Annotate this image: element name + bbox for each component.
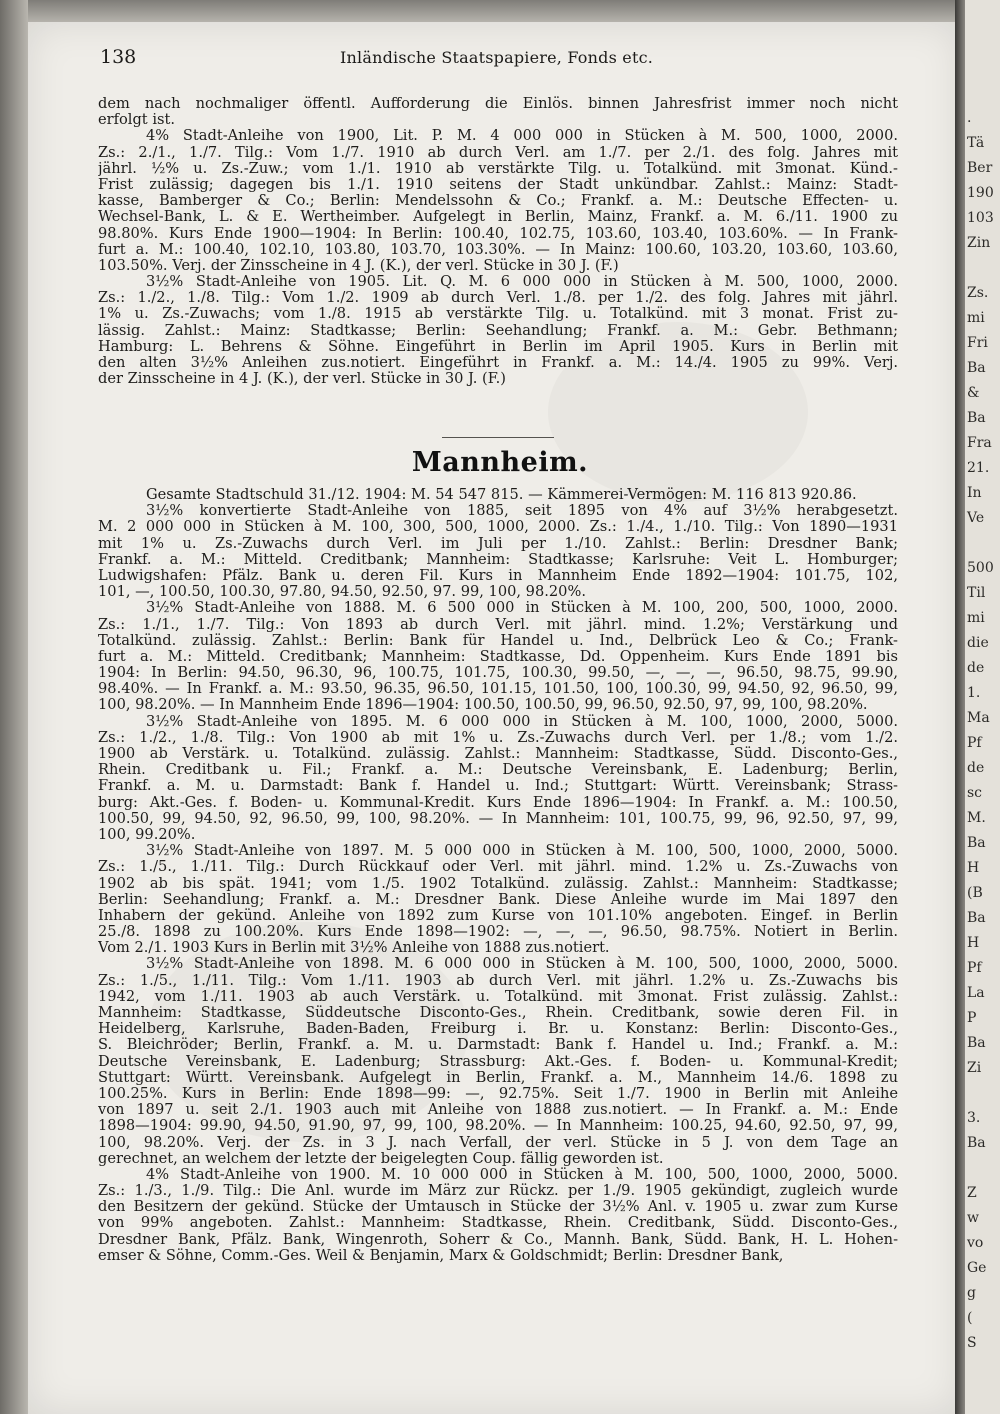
text-line: 101, —, 100.50, 100.30, 97.80, 94.50, 92.50, 97. 99, 100, 98.20%. xyxy=(98,584,586,601)
margin-fragment: Ba xyxy=(967,1035,986,1051)
text-line: 100, 98.20%. — In Mannheim Ende 1896—1904: 100.50, 100.50, 99, 96.50, 92.50, 97, 99, 100, 98.20%. xyxy=(98,697,868,714)
text-line: Zs.: 1./5., 1./11. Tilg.: Durch Rückkauf oder Verl. mit jährl. mind. 1.2% u. Zs.-Zuwachs von xyxy=(98,859,898,876)
margin-fragment: w xyxy=(967,1210,979,1226)
text-line: 1900 ab Verstärk. u. Totalkünd. zulässig. Zahlst.: Mannheim: Stadtkasse, Südd. Disconto-Ges., xyxy=(98,746,898,762)
text-line: lässig. Zahlst.: Mainz: Stadtkasse; Berlin: Seehandlung; Frankf. a. M.: Gebr. Bethmann; xyxy=(98,322,898,339)
margin-fragment: 21. xyxy=(967,460,990,476)
margin-fragment: & xyxy=(967,385,980,401)
margin-fragment: Tä xyxy=(967,135,985,151)
text-line: 100.50, 99, 94.50, 92, 96.50, 99, 100, 98.20%. — In Mannheim: 101, 100.75, 99, 96, 92.50, 97, 99, xyxy=(98,810,898,827)
margin-fragment: Ve xyxy=(967,510,985,526)
text-line: Frankf. a. M. u. Darmstadt: Bank f. Handel u. Ind.; Stuttgart: Württ. Vereinsbank; Strass- xyxy=(98,778,898,795)
margin-fragment: die xyxy=(967,635,989,651)
text-line: kasse, Bamberger & Co.; Berlin: Mendelssohn & Co.; Frankf. a. M.: Deutsche Effecten- u. xyxy=(98,193,898,210)
margin-fragment: Til xyxy=(967,585,986,601)
margin-fragment: H xyxy=(967,860,980,876)
margin-fragment: In xyxy=(967,485,982,501)
margin-fragment: Ma xyxy=(967,710,990,726)
text-line: 4% Stadt-Anleihe von 1900, Lit. P. M. 4 000 000 in Stücken à M. 500, 1000, 2000. xyxy=(146,128,898,145)
text-line: Zs.: 2./1., 1./7. Tilg.: Vom 1./7. 1910 ab durch Verl. am 1./7. per 2./1. des folg. Jahres mit xyxy=(98,144,898,161)
text-line: 98.80%. Kurs Ende 1900—1904: In Berlin: 100.40, 102.75, 103.60, 103.40, 103.60%. — In Frank- xyxy=(98,225,898,242)
text-line: 1904: In Berlin: 94.50, 96.30, 96, 100.75, 101.75, 100.30, 99.50, —, —, —, 96.50, 98.75, 99.90, xyxy=(98,665,898,682)
margin-fragment: 1. xyxy=(967,685,981,701)
margin-fragment: Pf xyxy=(967,960,982,976)
text-line: furt a. M.: Mitteld. Creditbank; Mannheim: Stadtkasse, Dd. Oppenheim. Kurs Ende 1891 bis xyxy=(98,648,898,665)
text-line: von 1897 u. seit 2./1. 1903 auch mit Anleihe von 1888 zus.notiert. — In Frankf. a. M.: Ende xyxy=(98,1102,898,1119)
margin-fragment: de xyxy=(967,660,985,676)
facing-page-edge xyxy=(965,0,1000,1414)
text-line: 4% Stadt-Anleihe von 1900. M. 10 000 000 in Stücken à M. 100, 500, 1000, 2000, 5000. xyxy=(146,1166,898,1183)
margin-fragment: Ge xyxy=(967,1260,987,1276)
margin-fragment: Ba xyxy=(967,910,986,926)
text-line: 3½% Stadt-Anleihe von 1898. M. 6 000 000 in Stücken à M. 100, 500, 1000, 2000, 5000. xyxy=(146,956,898,973)
text-line: 98.40%. — In Frankf. a. M.: 93.50, 96.35, 96.50, 101.15, 101.50, 100, 100.30, 99, 94.50, 92, 96.50, 99, xyxy=(98,681,898,698)
text-line: Ludwigshafen: Pfälz. Bank u. deren Fil. Kurs in Mannheim Ende 1892—1904: 101.75, 102, xyxy=(98,567,898,584)
text-line: gerechnet, an welchem der letzte der beigelegten Coup. fällig geworden ist. xyxy=(98,1150,664,1167)
text-line: 100.25%. Kurs in Berlin: Ende 1898—99: —, 92.75%. Seit 1./7. 1900 in Berlin mit Anleihe xyxy=(98,1085,898,1102)
scan-border-left xyxy=(0,0,28,1414)
margin-fragment: Z xyxy=(967,1185,977,1201)
text-block-mannheim xyxy=(98,487,898,1264)
margin-fragment: 3. xyxy=(967,1110,981,1126)
text-line: von 99% angeboten. Zahlst.: Mannheim: Stadtkasse, Rhein. Creditbank, Südd. Disconto-Ges., xyxy=(98,1215,898,1232)
margin-fragment: . xyxy=(967,110,972,126)
section-divider xyxy=(442,437,554,438)
text-line: Zs.: 1./5., 1./11. Tilg.: Vom 1./11. 1903 ab durch Verl. mit jährl. 1.2% u. Zs.-Zuwachs bis xyxy=(98,972,898,989)
text-line: 1942, vom 1./11. 1903 ab auch Verstärk. u. Totalkünd. mit 3monat. Frist zulässig. Zahlst.: xyxy=(98,988,898,1005)
text-block-top xyxy=(98,96,898,387)
text-line: Dresdner Bank, Pfälz. Bank, Wingenroth, Soherr & Co., Mannh. Bank, Südd. Bank, H. L. Hohen- xyxy=(98,1231,898,1248)
margin-fragment: g xyxy=(967,1285,976,1301)
margin-fragment: S xyxy=(967,1335,977,1351)
text-line: Vom 2./1. 1903 Kurs in Berlin mit 3½% Anleihe von 1888 zus.notiert. xyxy=(98,940,610,957)
text-line: 25./8. 1898 zu 100.20%. Kurs Ende 1898—1902: —, —, —, 96.50, 98.75%. Notiert in Berlin. xyxy=(98,924,898,941)
text-line: M. 2 000 000 in Stücken à M. 100, 300, 500, 1000, 2000. Zs.: 1./4., 1./10. Tilg.: Von 1890—1931 xyxy=(98,519,898,536)
margin-fragment: 190 xyxy=(967,185,994,201)
text-line: 100, 99.20%. xyxy=(98,826,196,843)
text-line: Zs.: 1./2., 1./8. Tilg.: Vom 1./2. 1909 ab durch Verl. 1./8. per 1./2. des folg. Jahres mit jährl. xyxy=(98,290,898,307)
margin-fragment: ( xyxy=(967,1310,973,1326)
text-line: Totalkünd. zulässig. Zahlst.: Berlin: Bank für Handel u. Ind., Delbrück Leo & Co.; Frank- xyxy=(98,632,898,649)
text-line: der Zinsscheine in 4 J. (K.), der verl. Stücke in 30 J. (F.) xyxy=(98,371,506,388)
text-line: Rhein. Creditbank u. Fil.; Frankf. a. M.: Deutsche Vereinsbank, E. Ladenburg; Berlin, xyxy=(98,762,898,779)
margin-fragment: La xyxy=(967,985,985,1001)
margin-fragment: vo xyxy=(967,1235,984,1251)
margin-fragment: Pf xyxy=(967,735,982,751)
text-line: Gesamte Stadtschuld 31./12. 1904: M. 54 547 815. — Kämmerei-Vermögen: M. 116 813 920.86. xyxy=(146,487,857,503)
text-line: Inhabern der gekünd. Anleihe von 1892 zum Kurse von 101.10% angeboten. Eingef. in Berlin xyxy=(98,907,898,924)
margin-fragment: H xyxy=(967,935,980,951)
margin-fragment: Ba xyxy=(967,1135,986,1151)
text-line: 3½% Stadt-Anleihe von 1888. M. 6 500 000 in Stücken à M. 100, 200, 500, 1000, 2000. xyxy=(146,600,898,617)
text-line: Hamburg: L. Behrens & Söhne. Eingeführt in Berlin im April 1905. Kurs in Berlin mit xyxy=(98,338,898,355)
text-line: emser & Söhne, Comm.-Ges. Weil & Benjamin, Marx & Goldschmidt; Berlin: Dresdner Bank, xyxy=(98,1247,784,1264)
margin-fragment: de xyxy=(967,760,985,776)
text-line: Zs.: 1./2., 1./8. Tilg.: Von 1900 ab mit 1% u. Zs.-Zuwachs durch Verl. per 1./8.; vom 1./2. xyxy=(98,729,898,746)
text-line: 103.50%. Verj. der Zinsscheine in 4 J. (K.), der verl. Stücke in 30 J. (F.) xyxy=(98,257,619,274)
text-line: den alten 3½% Anleihen zus.notiert. Eingeführt in Frankf. a. M.: 14./4. 1905 zu 99%. Verj. xyxy=(98,355,898,371)
text-line: Berlin: Seehandlung; Frankf. a. M.: Dresdner Bank. Diese Anleihe wurde im Mai 1897 den xyxy=(98,891,898,908)
text-line: Deutsche Vereinsbank, E. Ladenburg; Strassburg: Akt.-Ges. f. Boden- u. Kommunal-Kredit; xyxy=(98,1053,898,1070)
margin-fragment: M. xyxy=(967,810,986,826)
city-heading: Mannheim. xyxy=(411,447,589,478)
margin-fragment: 103 xyxy=(967,210,994,226)
text-line: S. Bleichröder; Berlin, Frankf. a. M. u. Darmstadt: Bank f. Handel u. Ind.; Frankf. a. M.: xyxy=(98,1037,898,1054)
text-line: Frankf. a. M.: Mitteld. Creditbank; Mannheim: Stadtkasse; Karlsruhe: Veit L. Homburger; xyxy=(98,551,898,568)
text-line: furt a. M.: 100.40, 102.10, 103.80, 103.70, 103.30%. — In Mainz: 100.60, 103.20, 103.60, 103.60, xyxy=(98,241,898,258)
text-line: 100, 98.20%. Verj. der Zs. in 3 J. nach Verfall, der verl. Stücke in 5 J. von dem Tage an xyxy=(98,1134,898,1151)
text-line: erfolgt ist. xyxy=(98,112,175,129)
margin-fragment: Ber xyxy=(967,160,993,176)
page-number: 138 xyxy=(100,46,137,68)
text-line: dem nach nochmaliger öffentl. Aufforderung die Einlös. binnen Jahresfrist immer noch nicht xyxy=(98,96,898,112)
text-line: 3½% Stadt-Anleihe von 1905. Lit. Q. M. 6 000 000 in Stücken à M. 500, 1000, 2000. xyxy=(146,274,898,291)
text-line: 1902 ab bis spät. 1941; vom 1./5. 1902 Totalkünd. zulässig. Zahlst.: Mannheim: Stadtkasse; xyxy=(98,875,898,892)
running-title: Inländische Staatspapiere, Fonds etc. xyxy=(340,48,654,67)
margin-fragment: mi xyxy=(967,310,985,326)
text-line: 3½% konvertierte Stadt-Anleihe von 1885, seit 1895 von 4% auf 3½% herabgesetzt. xyxy=(146,503,898,520)
margin-fragment: Ba xyxy=(967,360,986,376)
margin-fragment: Zs. xyxy=(967,285,989,301)
text-line: 1898—1904: 99.90, 94.50, 91.90, 97, 99, 100, 98.20%. — In Mannheim: 100.25, 94.60, 92.50, 97, 99, xyxy=(98,1118,898,1135)
text-line: Mannheim: Stadtkasse, Süddeutsche Disconto-Ges., Rhein. Creditbank, sowie deren Fil. in xyxy=(98,1005,898,1021)
text-line: den Besitzern der gekünd. Stücke der Umtausch in Stücke der 3½% Anl. v. 1905 u. zwar zum Kurse xyxy=(98,1199,898,1216)
margin-fragment: Ba xyxy=(967,410,986,426)
section-heading xyxy=(0,447,1000,478)
text-line: burg: Akt.-Ges. f. Boden- u. Kommunal-Kredit. Kurs Ende 1896—1904: In Frankf. a. M.: 100.50, xyxy=(98,794,898,811)
text-line: Zs.: 1./1., 1./7. Tilg.: Von 1893 ab durch Verl. mit jährl. mind. 1.2%; Verstärkung und xyxy=(98,616,898,633)
margin-fragment: Zi xyxy=(967,1060,982,1076)
margin-fragment: 500 xyxy=(967,560,994,576)
margin-fragment: P xyxy=(967,1010,977,1026)
text-line: Frist zulässig; dagegen bis 1./1. 1910 seitens der Stadt unkündbar. Zahlst.: Mainz: Stadt- xyxy=(98,176,898,193)
text-line: mit 1% u. Zs.-Zuwachs durch Verl. im Juli per 1./10. Zahlst.: Berlin: Dresdner Bank; xyxy=(98,535,898,552)
text-line: 1% u. Zs.-Zuwachs; vom 1./8. 1915 ab verstärkte Tilg. u. Totalkünd. mit 3 monat. Frist zu- xyxy=(98,306,898,323)
margin-fragment: Zin xyxy=(967,235,991,251)
text-line: Zs.: 1./3., 1./9. Tilg.: Die Anl. wurde im März zur Rückz. per 1./9. 1905 gekündigt, zugleich wurde xyxy=(98,1183,898,1200)
text-line: 3½% Stadt-Anleihe von 1895. M. 6 000 000 in Stücken à M. 100, 1000, 2000, 5000. xyxy=(146,713,898,730)
text-line: Stuttgart: Württ. Vereinsbank. Aufgelegt in Berlin, Frankf. a. M., Mannheim 14./6. 1898 zu xyxy=(98,1069,898,1086)
book-gutter xyxy=(955,0,965,1414)
text-line: jährl. ½% u. Zs.-Zuw.; vom 1./1. 1910 ab verstärkte Tilg. u. Totalkünd. mit 3monat. Künd.- xyxy=(98,160,898,177)
margin-fragment: sc xyxy=(967,785,983,801)
margin-fragment: mi xyxy=(967,610,985,626)
margin-fragment: Fra xyxy=(967,435,992,451)
text-line: 3½% Stadt-Anleihe von 1897. M. 5 000 000 in Stücken à M. 100, 500, 1000, 2000, 5000. xyxy=(146,843,898,860)
running-header xyxy=(0,46,1000,70)
margin-fragment: (B xyxy=(967,885,983,901)
margin-fragment: Ba xyxy=(967,835,986,851)
margin-fragment: Fri xyxy=(967,335,988,351)
text-line: Heidelberg, Karlsruhe, Baden-Baden, Freiburg i. Br. u. Konstanz: Berlin: Disconto-Ges., xyxy=(98,1021,898,1038)
text-line: Wechsel-Bank, L. & E. Wertheimber. Aufgelegt in Berlin, Mainz, Frankf. a. M. 6./11. 1900 zu xyxy=(98,209,898,226)
